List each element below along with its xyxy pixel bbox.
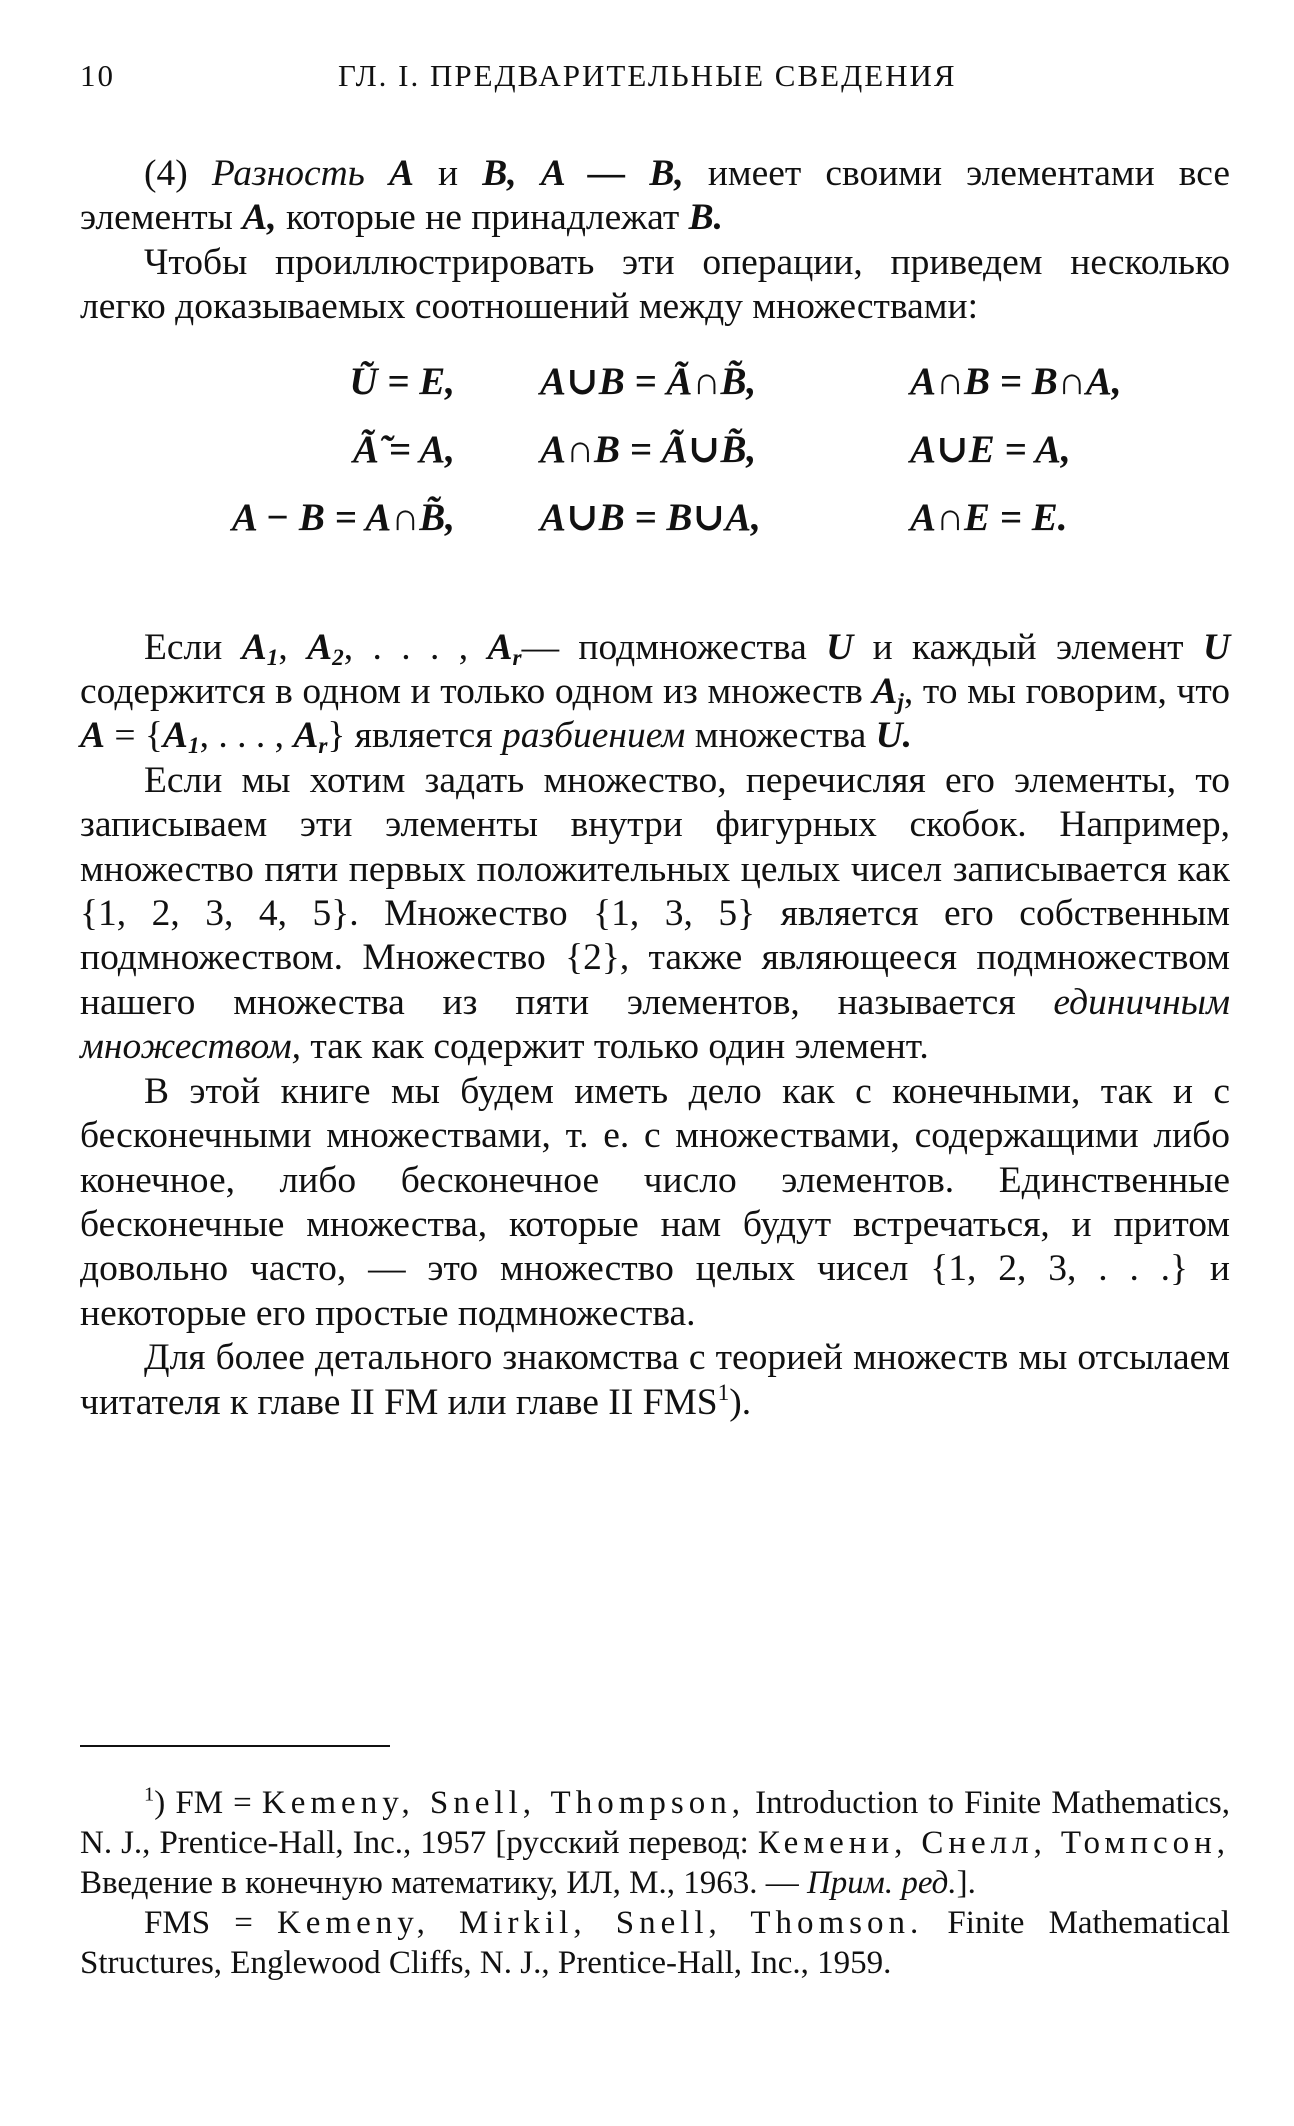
math-symbol: A (80, 715, 106, 757)
subscript: r (512, 644, 522, 671)
subscript: j (897, 688, 904, 715)
subscript: 1 (187, 733, 200, 760)
footnote-2 (80, 1903, 1230, 1983)
paragraph-relations-intro: Чтобы проиллюстрировать эти операции, приведем несколько легко доказываемых соотношений между множествами: (80, 241, 1230, 328)
text-span: — подмножества (521, 626, 807, 668)
text-span: FMS = (144, 1905, 277, 1941)
text-span: и (438, 153, 459, 194)
math-symbol (307, 626, 344, 671)
footnote-divider (80, 1745, 390, 1747)
math-symbol (241, 626, 279, 671)
math-symbol: B. (688, 197, 723, 239)
authors: Кемени, Снелл, Томпсон, (757, 1825, 1230, 1861)
running-title: ГЛ. I. ПРЕДВАРИТЕЛЬНЫЕ СВЕДЕНИЯ (338, 58, 957, 93)
text-span: Введение в конечную математику, ИЛ, М., 1963. — (80, 1865, 799, 1901)
subscript: 1 (266, 644, 279, 671)
math-symbol: A, (242, 197, 277, 239)
formula: A∪E = A, (910, 427, 1071, 471)
text-span: , (278, 626, 288, 668)
paragraph-set-notation (80, 759, 1230, 1070)
text-span: = { (114, 715, 163, 757)
math-expression: A — B, (540, 153, 684, 194)
math-symbol: B, (482, 153, 517, 194)
text-span: ]. (956, 1865, 976, 1901)
item-number: (4) (144, 153, 188, 194)
math-symbol: U. (875, 715, 913, 757)
symbol: A (293, 715, 319, 757)
math-symbol: U (1202, 626, 1231, 668)
text-span: , то мы говорим, что (903, 671, 1230, 713)
formula: A∩E = E. (910, 495, 1068, 539)
text-span: и каждый элемент (872, 626, 1184, 668)
formula: A − B = A∩B̃, (231, 495, 455, 539)
text-span: Для более детального знакомства с теорией множеств мы отсылаем читателя к главе II FM или главе II FMS (80, 1337, 1230, 1423)
page-number: 10 (80, 58, 115, 93)
math-symbol (162, 715, 200, 760)
page-body (80, 152, 1230, 1425)
subscript: r (318, 733, 328, 760)
page-header (80, 58, 1230, 98)
footnote-1 (80, 1783, 1230, 1903)
symbol: A (872, 671, 898, 713)
symbol: A (162, 715, 188, 757)
formula-block (80, 360, 1230, 600)
defined-term: единичным множеством, (80, 981, 1231, 1068)
text-span: множества (694, 715, 867, 757)
editor-note: Прим. ред. (806, 1865, 957, 1901)
defined-term: разбиением (501, 715, 686, 757)
footnote-number: 1 (144, 1783, 155, 1806)
paragraph-partition (80, 626, 1230, 759)
subscript: 2 (332, 644, 344, 671)
formula: A∩B = B∩A, (910, 359, 1122, 403)
formula: A∪B = B∪A, (540, 495, 761, 539)
text-span: } является (327, 715, 493, 757)
text-span: ) FM = (154, 1785, 262, 1821)
paragraph-references (80, 1336, 1230, 1425)
footnote-marker[interactable]: 1 (717, 1379, 730, 1406)
text-span: содержится в одном и только одном из множеств (80, 671, 863, 713)
math-symbol (487, 626, 522, 671)
text-span: ). (729, 1381, 752, 1423)
symbol: A (307, 626, 333, 668)
text-span: Finite Mathematical Structures, Englewood Cliffs, N. J., Prentice-Hall, Inc., 1959. (80, 1905, 1230, 1981)
symbol: A (241, 626, 267, 668)
text-span: Introduction to Finite Mathematics, N. J., Prentice-Hall, Inc., 1957 [русский перевод: (80, 1785, 1231, 1861)
paragraph-difference-definition (80, 152, 1230, 241)
text-span: Если (144, 626, 223, 668)
defined-term: Разность (211, 153, 365, 194)
formula: A∪B = Ã∩B̃, (540, 359, 757, 403)
text-span: , . . . , (343, 626, 469, 668)
math-symbol: A (388, 153, 414, 194)
text-span: имеет своими элементами все элементы (80, 153, 1231, 239)
formula: Ã̃ = A, (352, 427, 455, 471)
formula: A∩B = Ã∪B̃, (540, 427, 757, 471)
footnotes (80, 1783, 1230, 1983)
text-span: , . . . , (199, 715, 284, 757)
text-span: Если мы хотим задать множество, перечисляя его элементы, то записываем эти элементы внутри фигурных скобок. Например, множество пяти первых положительных целых чисел записывается как {1, 2, 3, 4, 5}. Множество {1, 3, 5} является его собственным подмножеством. Множество {2}, также являющееся подмножеством нашего множества из пяти элементов, называется (80, 759, 1230, 1023)
paragraph-infinite-sets: В этой книге мы будем иметь дело как с конечными, так и с бесконечными множествами, т. е. с множествами, содержащими либо конечное, либо бесконечное число элементов. Единственные бесконечные множества, которые нам будут встречаться, и притом довольно часто, — это множество целых чисел {1, 2, 3, . . .} и некоторые его простые подмножества. (80, 1070, 1230, 1334)
text-span: так как содержит только один элемент. (310, 1026, 929, 1068)
math-symbol (293, 715, 328, 760)
formula: Ũ = E, (349, 359, 455, 403)
math-symbol (872, 671, 904, 715)
authors: Kemeny, Mirkil, Snell, Thomson. (276, 1905, 924, 1941)
math-symbol: U (826, 626, 854, 668)
symbol: A (487, 626, 513, 668)
authors: Kemeny, Snell, Thompson, (261, 1785, 745, 1821)
text-span: которые не принадлежат (285, 197, 680, 239)
